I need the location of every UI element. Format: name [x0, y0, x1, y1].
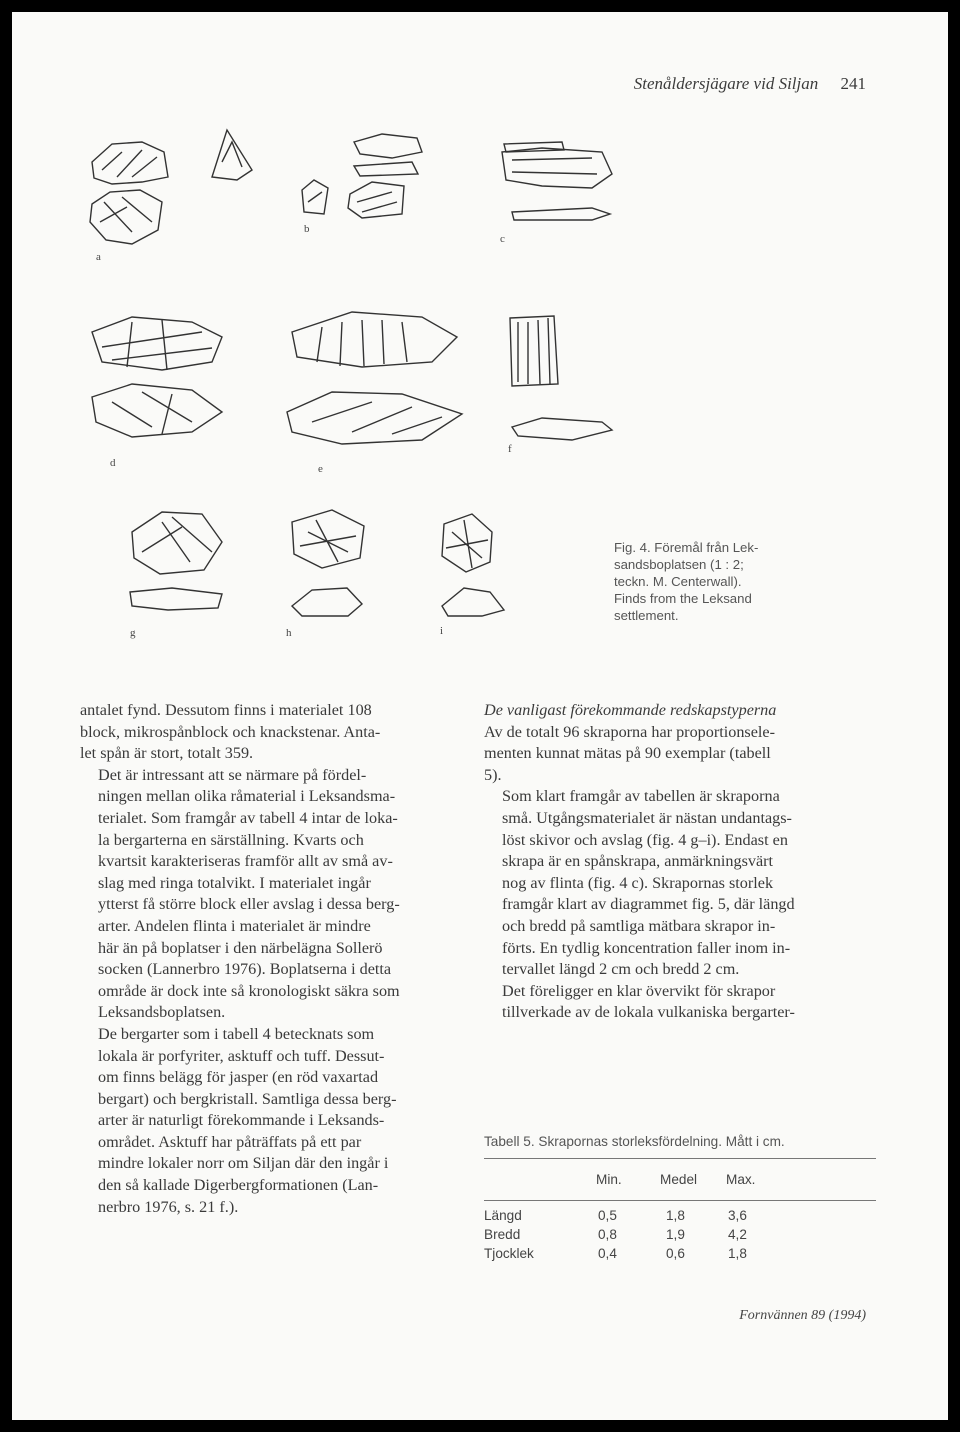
caption-line: Fig. 4. Föremål från Lek-: [614, 540, 759, 555]
running-title: Stenåldersjägare vid Siljan: [633, 74, 819, 93]
paragraph: [80, 1024, 464, 1218]
table-cell: 1,9: [666, 1227, 685, 1242]
text-line: slag med ringa totalvikt. I materialet ingår: [98, 873, 371, 892]
table-header-cell: Max.: [726, 1172, 756, 1187]
page-number: 241: [840, 74, 866, 93]
text-line: lokala är porfyriter, asktuff och tuff. Dessut-: [98, 1046, 385, 1065]
table-title: Tabell 5. Skrapornas storleksfördelning. Mått i cm.: [484, 1134, 785, 1149]
caption-line: settlement.: [614, 608, 679, 623]
svg-text:i: i: [440, 625, 444, 637]
caption-line: sandsboplatsen (1 : 2;: [614, 557, 744, 572]
table-cell: 0,4: [598, 1246, 617, 1261]
svg-text:h: h: [286, 627, 292, 639]
text-line: Det föreligger en klar övervikt för skrapor: [502, 981, 776, 1000]
text-line: tillverkade av de lokala vulkaniska bergarter-: [502, 1003, 795, 1022]
text-line: området. Asktuff har påträffats på ett par: [98, 1132, 362, 1151]
text-line: 5).: [484, 765, 502, 784]
text-line: område är dock inte så kronologiskt säkra som: [98, 981, 400, 1000]
text-line: socken (Lannerbro 1976). Boplatserna i detta: [98, 960, 392, 979]
text-line: den så kallade Digerbergformationen (Lan-: [98, 1176, 379, 1195]
table-cell: 0,8: [598, 1227, 617, 1242]
text-line: små. Utgångsmaterialet är nästan undantags-: [502, 808, 792, 827]
text-line: ytterst få större block eller avslag i dessa berg-: [98, 895, 400, 914]
text-line: Det är intressant att se närmare på fördel-: [98, 765, 367, 784]
text-line: framgår klart av diagrammet fig. 5, där längd: [502, 895, 795, 914]
text-line: mindre lokaler norr om Siljan där den ingår i: [98, 1154, 389, 1173]
svg-text:e: e: [318, 463, 323, 475]
table-cell: 4,2: [728, 1227, 747, 1242]
text-line: skrapa är en spånskrapa, anmärkningsvärt: [502, 852, 774, 871]
journal-page: [12, 12, 948, 1420]
table-header-cell: Medel: [660, 1172, 698, 1187]
table-cell: 3,6: [728, 1208, 747, 1223]
artifact-i: [292, 510, 364, 616]
text-line: förts. En tydlig koncentration faller inom in-: [502, 938, 791, 957]
svg-text:c: c: [500, 233, 505, 245]
text-line: och bredd på samtliga mätbara skrapor in-: [502, 916, 776, 935]
section-subheading: De vanligast förekommande redskapstyperna: [484, 701, 777, 719]
table-row-label: Bredd: [484, 1227, 521, 1242]
text-line: arter är naturligt förekommande i Leksands-: [98, 1111, 385, 1130]
text-line: block, mikrospånblock och knackstenar. Anta-: [80, 722, 381, 741]
caption-line: Finds from the Leksand: [614, 591, 752, 606]
text-line: Som klart framgår av tabellen är skraporna: [502, 787, 780, 806]
text-line: nog av flinta (fig. 4 c). Skrapornas storlek: [502, 873, 774, 892]
running-header: [634, 74, 866, 94]
artifact-g: [510, 316, 612, 440]
paragraph: [484, 786, 868, 980]
table-row-label: Längd: [484, 1208, 522, 1223]
text-line: antalet fynd. Dessutom finns i materialet 108: [80, 701, 372, 719]
paragraph: [80, 765, 464, 1024]
table-top-rule: [484, 1158, 876, 1159]
journal-footer: Fornvännen 89 (1994): [739, 1308, 866, 1323]
table-row-label: Tjocklek: [484, 1246, 534, 1261]
artifact-b: [212, 130, 252, 180]
text-line: här än på boplatser i den närbelägna Sollerö: [98, 938, 383, 957]
text-line: la bergarterna en särställning. Kvarts och: [98, 830, 364, 849]
paragraph: [80, 700, 464, 765]
artifact-drawings-figure: [72, 122, 632, 662]
table-header-cell: Min.: [596, 1172, 622, 1187]
left-column: [80, 700, 464, 1218]
table-cell: 1,8: [728, 1246, 747, 1261]
table-cell: 1,8: [666, 1208, 685, 1223]
text-line: menten kunnat mätas på 90 exemplar (tabell: [484, 744, 771, 763]
svg-text:g: g: [130, 627, 136, 639]
artifact-drawings: [72, 122, 632, 662]
caption-line: teckn. M. Centerwall).: [614, 574, 742, 589]
artifact-h: [130, 512, 222, 610]
artifact-d: [502, 142, 612, 220]
figure-caption: [614, 539, 844, 624]
text-line: kvartsit karakteriseras framför allt av små av-: [98, 852, 393, 871]
artifact-j: [442, 514, 504, 616]
text-line: löst skivor och avslag (fig. 4 g–i). Endast en: [502, 830, 788, 849]
text-line: om finns belägg för jasper (en röd vaxartad: [98, 1068, 379, 1087]
text-line: Av de totalt 96 skraporna har proportionsele-: [484, 722, 775, 741]
svg-text:a: a: [96, 251, 101, 263]
svg-text:b: b: [304, 223, 310, 235]
text-line: De bergarter som i tabell 4 betecknats som: [98, 1024, 375, 1043]
svg-text:f: f: [508, 443, 512, 455]
right-column: [484, 700, 868, 1024]
text-line: arter. Andelen flinta i materialet är mindre: [98, 916, 371, 935]
text-line: bergart) och bergkristall. Samtliga dessa berg-: [98, 1089, 397, 1108]
paragraph: [484, 722, 868, 787]
table-cell: 0,6: [666, 1246, 685, 1261]
artifact-e: [92, 317, 222, 437]
artifact-f: [287, 312, 462, 444]
text-line: nerbro 1976, s. 21 f.).: [98, 1197, 239, 1216]
text-line: let spån är stort, totalt 359.: [80, 744, 254, 763]
table-cell: 0,5: [598, 1208, 617, 1223]
text-line: ningen mellan olika råmaterial i Leksandsma-: [98, 787, 396, 806]
artifact-c: [302, 134, 422, 218]
text-line: terialet. Som framgår av tabell 4 intar de loka-: [98, 808, 398, 827]
text-line: tervallet längd 2 cm och bredd 2 cm.: [502, 960, 740, 979]
paragraph: [484, 981, 868, 1024]
text-line: Leksandsboplatsen.: [98, 1003, 226, 1022]
table-header-rule: [484, 1200, 876, 1201]
svg-text:d: d: [110, 457, 116, 469]
artifact-a: [90, 142, 168, 244]
